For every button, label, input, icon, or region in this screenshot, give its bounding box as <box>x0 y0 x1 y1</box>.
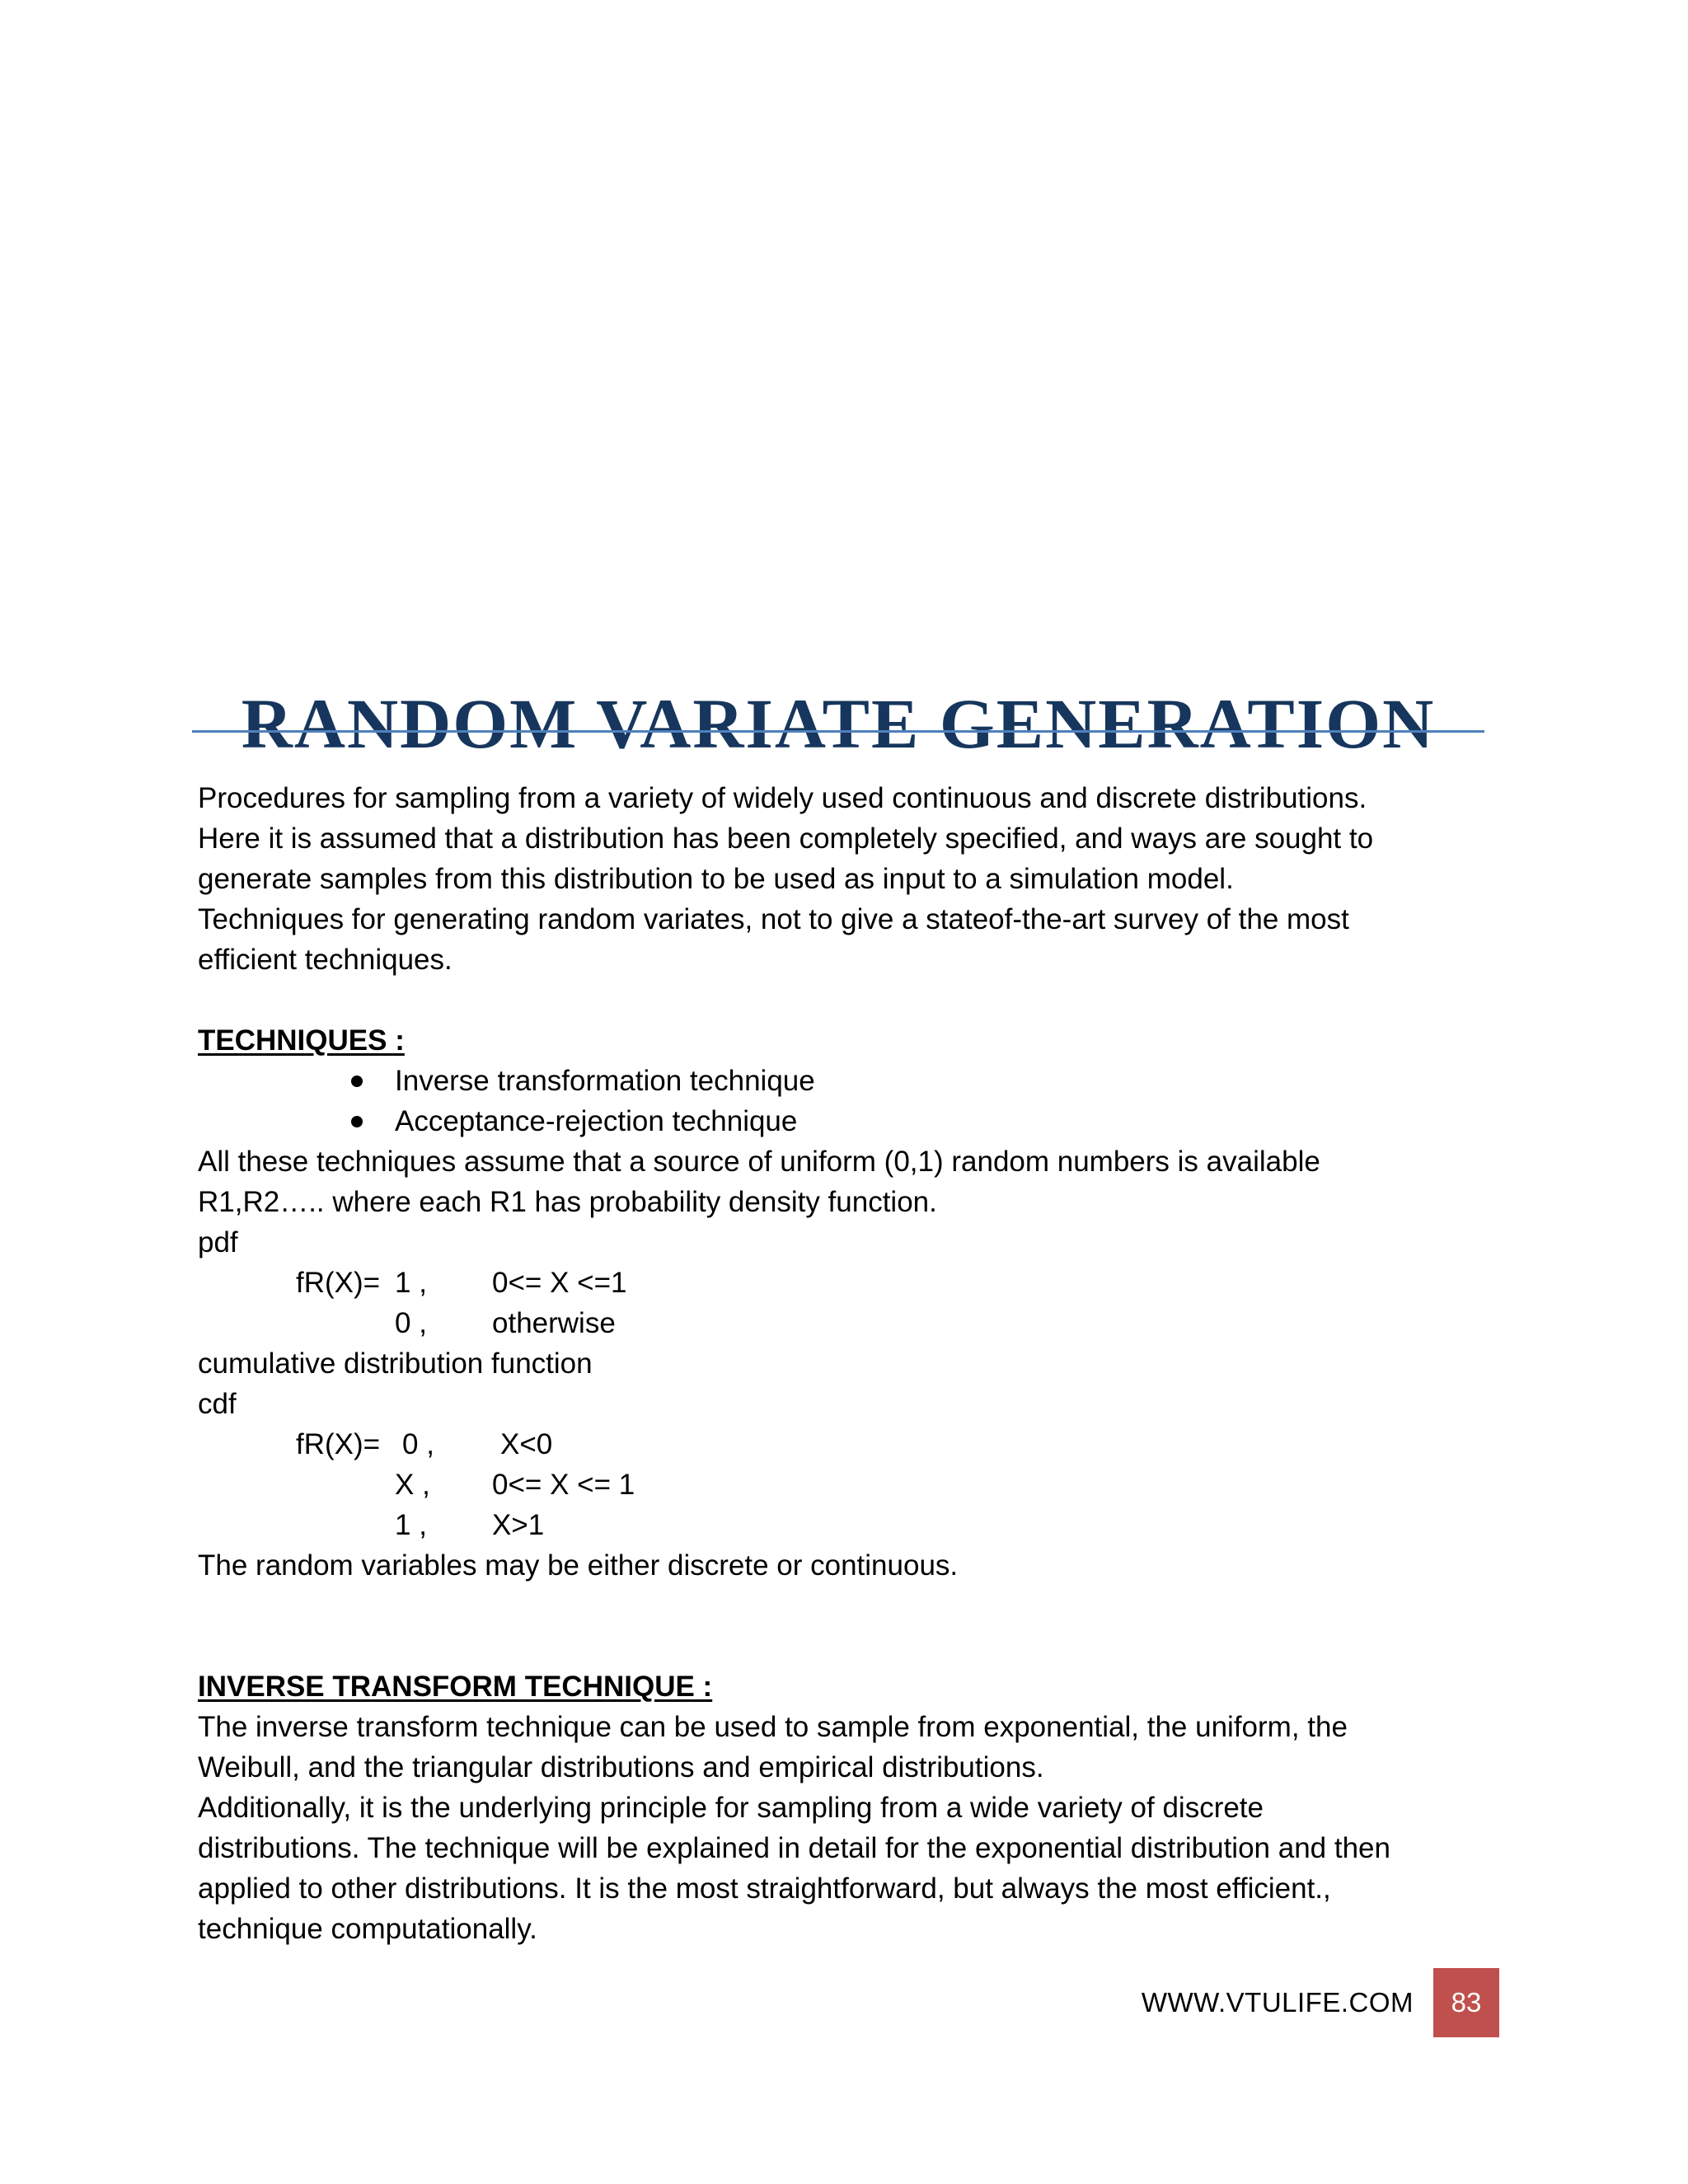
formula-condition: 0<= X <= 1 <box>492 1469 635 1501</box>
formula-condition: X<0 <box>500 1428 553 1460</box>
spacer <box>198 1586 1484 1626</box>
formula-row <box>198 1424 1484 1465</box>
techniques-heading: TECHNIQUES : <box>198 1024 405 1057</box>
techniques-note: All these techniques assume that a source of uniform (0,1) random numbers is available <box>198 1146 1320 1178</box>
formula-row <box>198 1263 1484 1303</box>
bullet-icon <box>351 1116 363 1127</box>
title-divider <box>192 730 1484 733</box>
cdf-label: cdf <box>198 1388 237 1420</box>
formula-function: fR(X)= <box>296 1428 381 1460</box>
intro-line: generate samples from this distribution to be used as input to a simulation model. <box>198 863 1234 895</box>
cdf-formula <box>198 1424 1484 1545</box>
formula-condition: X>1 <box>492 1509 545 1541</box>
formula-value: 1 , <box>395 1267 427 1299</box>
formula-row <box>198 1465 1484 1505</box>
inverse-line: distributions. The technique will be explained in detail for the exponential distribution and then <box>198 1832 1390 1864</box>
page-title: RANDOM VARIATE GENERATION <box>241 683 1436 763</box>
intro-paragraph <box>198 778 1484 980</box>
inverse-line: technique computationally. <box>198 1913 537 1945</box>
list-item-label: Acceptance-rejection technique <box>395 1105 798 1137</box>
spacer <box>198 1626 1484 1666</box>
inverse-line: applied to other distributions. It is the most straightforward, but always the most efficient., <box>198 1872 1331 1905</box>
pdf-formula <box>198 1263 1484 1343</box>
page-body <box>198 778 1484 1949</box>
list-item-label: Inverse transformation technique <box>395 1065 815 1097</box>
spacer <box>198 980 1484 1020</box>
pdf-label: pdf <box>198 1226 238 1258</box>
formula-condition: 0<= X <=1 <box>492 1267 627 1299</box>
random-variables-note: The random variables may be either discrete or continuous. <box>198 1549 959 1582</box>
intro-line: efficient techniques. <box>198 944 452 976</box>
bullet-icon <box>351 1076 363 1087</box>
formula-row <box>198 1505 1484 1545</box>
cdf-intro: cumulative distribution function <box>198 1347 593 1380</box>
formula-value: X , <box>395 1469 430 1501</box>
intro-line: Here it is assumed that a distribution has been completely specified, and ways are sought to <box>198 823 1374 855</box>
inverse-transform-paragraph <box>198 1707 1484 1949</box>
techniques-list <box>198 1061 1484 1141</box>
inverse-line: Weibull, and the triangular distributions and empirical distributions. <box>198 1751 1044 1783</box>
list-item <box>198 1101 1484 1141</box>
formula-row <box>198 1303 1484 1343</box>
inverse-transform-heading: INVERSE TRANSFORM TECHNIQUE : <box>198 1671 713 1703</box>
inverse-line: The inverse transform technique can be used to sample from exponential, the uniform, the <box>198 1711 1348 1743</box>
intro-line: Procedures for sampling from a variety of widely used continuous and discrete distributions. <box>198 782 1367 814</box>
intro-line: Techniques for generating random variates, not to give a stateof-the-art survey of the most <box>198 903 1349 935</box>
page-footer <box>0 1968 1688 2037</box>
footer-website: WWW.VTULIFE.COM <box>1141 1987 1414 2018</box>
formula-condition: otherwise <box>492 1307 616 1339</box>
formula-value: 0 , <box>395 1307 427 1339</box>
page-number-badge: 83 <box>1433 1968 1499 2037</box>
list-item <box>198 1061 1484 1101</box>
techniques-note: R1,R2….. where each R1 has probability density function. <box>198 1186 937 1218</box>
formula-value: 0 , <box>402 1428 434 1460</box>
inverse-line: Additionally, it is the underlying principle for sampling from a wide variety of discrete <box>198 1792 1264 1824</box>
formula-function: fR(X)= <box>296 1267 381 1299</box>
formula-value: 1 , <box>395 1509 427 1541</box>
